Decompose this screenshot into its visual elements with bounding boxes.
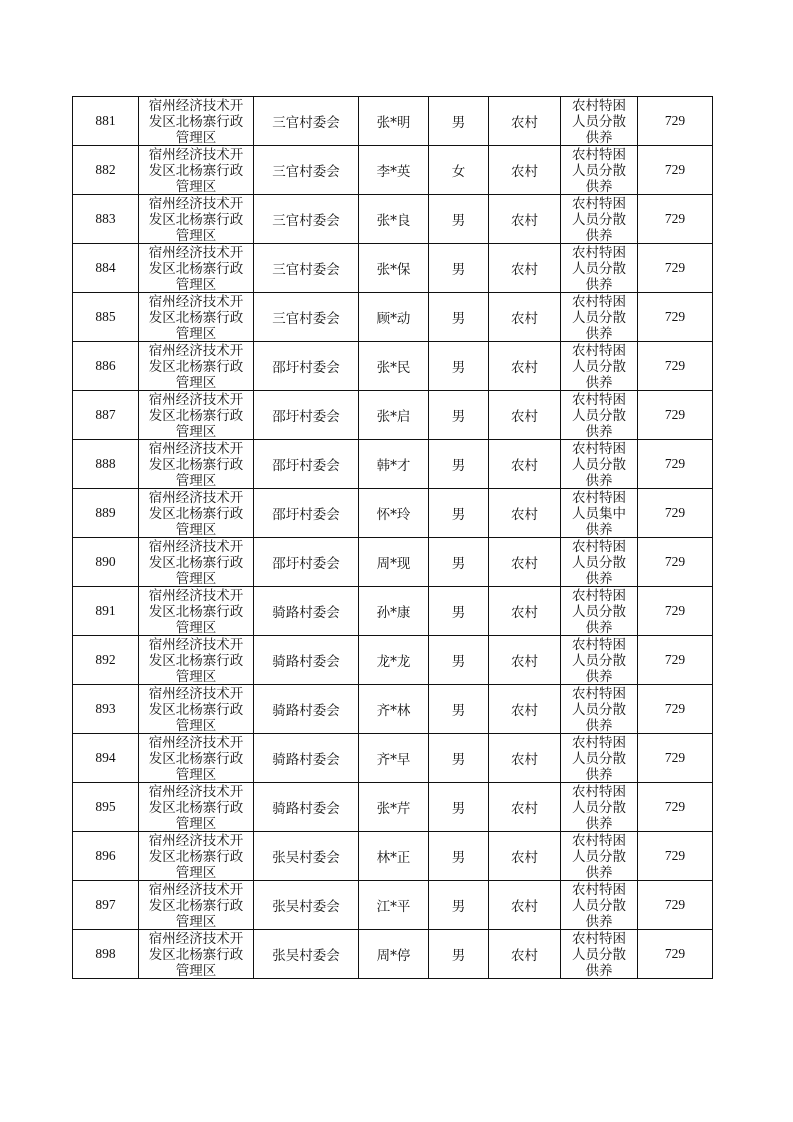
- row-number-cell: 891: [73, 587, 139, 636]
- row-number-cell: 890: [73, 538, 139, 587]
- support-category-cell-line: 供养: [585, 571, 613, 586]
- household-type-cell: 农村: [489, 489, 561, 538]
- area-cell-line: 管理区: [175, 767, 217, 782]
- support-category-cell-line: 供养: [585, 375, 613, 390]
- support-category-cell-line: 供养: [585, 326, 613, 341]
- support-category-cell: [561, 881, 638, 930]
- area-cell-line: 管理区: [175, 522, 217, 537]
- area-cell: [139, 293, 254, 342]
- support-category-cell: [561, 342, 638, 391]
- support-category-cell: [561, 930, 638, 979]
- gender-cell: 男: [429, 881, 489, 930]
- support-category-cell-line: 人员分散: [572, 898, 626, 914]
- amount-cell: 729: [638, 195, 713, 244]
- support-category-cell-line: 人员分散: [572, 800, 626, 816]
- village-cell: 三官村委会: [254, 293, 359, 342]
- area-cell-line: 宿州经济技术开: [148, 833, 244, 849]
- area-cell-line: 管理区: [175, 326, 217, 341]
- support-category-cell-line: 农村特困: [572, 196, 626, 212]
- support-category-cell-line: 人员分散: [572, 261, 626, 277]
- support-category-cell: [561, 195, 638, 244]
- gender-cell: 男: [429, 489, 489, 538]
- area-cell-line: 管理区: [175, 718, 217, 733]
- area-cell-line: 管理区: [175, 816, 217, 831]
- village-cell: 骑路村委会: [254, 636, 359, 685]
- gender-cell: 男: [429, 440, 489, 489]
- area-cell-line: 宿州经济技术开: [148, 98, 244, 114]
- support-category-cell: [561, 391, 638, 440]
- area-cell: [139, 930, 254, 979]
- person-name-cell: 张*民: [359, 342, 429, 391]
- village-cell: 三官村委会: [254, 244, 359, 293]
- support-category-cell-line: 农村特困: [572, 392, 626, 408]
- support-category-cell-line: 农村特困: [572, 245, 626, 261]
- village-cell: 邵圩村委会: [254, 538, 359, 587]
- support-category-cell-line: 供养: [585, 816, 613, 831]
- area-cell: [139, 881, 254, 930]
- support-category-cell-line: 供养: [585, 669, 613, 684]
- row-number-cell: 885: [73, 293, 139, 342]
- area-cell-line: 宿州经济技术开: [148, 490, 244, 506]
- person-name-cell: 孙*康: [359, 587, 429, 636]
- table-row: [73, 538, 713, 587]
- support-category-cell-line: 人员分散: [572, 555, 626, 571]
- support-category-cell-line: 农村特困: [572, 147, 626, 163]
- row-number-cell: 886: [73, 342, 139, 391]
- support-category-cell: [561, 489, 638, 538]
- household-type-cell: 农村: [489, 881, 561, 930]
- gender-cell: 男: [429, 783, 489, 832]
- area-cell: [139, 440, 254, 489]
- area-cell-line: 管理区: [175, 130, 217, 145]
- area-cell-line: 发区北杨寨行政: [148, 800, 244, 816]
- area-cell-line: 宿州经济技术开: [148, 441, 244, 457]
- amount-cell: 729: [638, 832, 713, 881]
- village-cell: 骑路村委会: [254, 783, 359, 832]
- area-cell-line: 发区北杨寨行政: [148, 653, 244, 669]
- area-cell: [139, 783, 254, 832]
- support-category-cell-line: 农村特困: [572, 931, 626, 947]
- person-name-cell: 周*停: [359, 930, 429, 979]
- area-cell-line: 发区北杨寨行政: [148, 751, 244, 767]
- area-cell-line: 宿州经济技术开: [148, 539, 244, 555]
- gender-cell: 男: [429, 342, 489, 391]
- gender-cell: 男: [429, 832, 489, 881]
- area-cell-line: 发区北杨寨行政: [148, 898, 244, 914]
- area-cell-line: 发区北杨寨行政: [148, 457, 244, 473]
- support-category-cell-line: 供养: [585, 522, 613, 537]
- table-row: [73, 832, 713, 881]
- gender-cell: 男: [429, 930, 489, 979]
- household-type-cell: 农村: [489, 391, 561, 440]
- household-type-cell: 农村: [489, 244, 561, 293]
- table-body: [73, 97, 713, 979]
- area-cell: [139, 832, 254, 881]
- amount-cell: 729: [638, 783, 713, 832]
- area-cell-line: 宿州经济技术开: [148, 196, 244, 212]
- village-cell: 邵圩村委会: [254, 440, 359, 489]
- support-category-cell-line: 农村特困: [572, 784, 626, 800]
- row-number-cell: 892: [73, 636, 139, 685]
- area-cell-line: 宿州经济技术开: [148, 343, 244, 359]
- table-row: [73, 342, 713, 391]
- area-cell-line: 发区北杨寨行政: [148, 310, 244, 326]
- row-number-cell: 883: [73, 195, 139, 244]
- area-cell-line: 发区北杨寨行政: [148, 163, 244, 179]
- table-row: [73, 881, 713, 930]
- support-category-cell-line: 农村特困: [572, 294, 626, 310]
- village-cell: 张吴村委会: [254, 930, 359, 979]
- household-type-cell: 农村: [489, 636, 561, 685]
- area-cell-line: 发区北杨寨行政: [148, 506, 244, 522]
- area-cell-line: 管理区: [175, 473, 217, 488]
- area-cell: [139, 195, 254, 244]
- row-number-cell: 882: [73, 146, 139, 195]
- support-category-cell-line: 人员分散: [572, 408, 626, 424]
- gender-cell: 男: [429, 636, 489, 685]
- support-category-cell-line: 人员分散: [572, 653, 626, 669]
- area-cell-line: 宿州经济技术开: [148, 147, 244, 163]
- amount-cell: 729: [638, 636, 713, 685]
- amount-cell: 729: [638, 293, 713, 342]
- gender-cell: 男: [429, 538, 489, 587]
- amount-cell: 729: [638, 440, 713, 489]
- area-cell: [139, 342, 254, 391]
- table-row: [73, 734, 713, 783]
- area-cell: [139, 538, 254, 587]
- amount-cell: 729: [638, 342, 713, 391]
- area-cell-line: 管理区: [175, 571, 217, 586]
- row-number-cell: 887: [73, 391, 139, 440]
- table-row: [73, 97, 713, 146]
- support-category-cell-line: 农村特困: [572, 441, 626, 457]
- support-category-cell-line: 农村特困: [572, 539, 626, 555]
- household-type-cell: 农村: [489, 587, 561, 636]
- support-category-cell-line: 农村特困: [572, 343, 626, 359]
- village-cell: 邵圩村委会: [254, 342, 359, 391]
- area-cell: [139, 587, 254, 636]
- area-cell-line: 宿州经济技术开: [148, 245, 244, 261]
- amount-cell: 729: [638, 734, 713, 783]
- area-cell-line: 发区北杨寨行政: [148, 114, 244, 130]
- area-cell-line: 管理区: [175, 277, 217, 292]
- support-category-cell-line: 农村特困: [572, 490, 626, 506]
- person-name-cell: 江*平: [359, 881, 429, 930]
- amount-cell: 729: [638, 146, 713, 195]
- row-number-cell: 897: [73, 881, 139, 930]
- gender-cell: 男: [429, 587, 489, 636]
- household-type-cell: 农村: [489, 146, 561, 195]
- support-category-cell-line: 人员分散: [572, 849, 626, 865]
- person-name-cell: 齐*早: [359, 734, 429, 783]
- gender-cell: 男: [429, 685, 489, 734]
- amount-cell: 729: [638, 97, 713, 146]
- person-name-cell: 龙*龙: [359, 636, 429, 685]
- area-cell: [139, 97, 254, 146]
- support-category-cell-line: 人员分散: [572, 310, 626, 326]
- amount-cell: 729: [638, 244, 713, 293]
- area-cell-line: 发区北杨寨行政: [148, 555, 244, 571]
- support-category-cell-line: 人员分散: [572, 604, 626, 620]
- village-cell: 张吴村委会: [254, 881, 359, 930]
- gender-cell: 男: [429, 391, 489, 440]
- support-category-cell-line: 农村特困: [572, 686, 626, 702]
- area-cell-line: 宿州经济技术开: [148, 784, 244, 800]
- support-category-cell-line: 供养: [585, 228, 613, 243]
- village-cell: 三官村委会: [254, 97, 359, 146]
- household-type-cell: 农村: [489, 538, 561, 587]
- village-cell: 邵圩村委会: [254, 391, 359, 440]
- village-cell: 张吴村委会: [254, 832, 359, 881]
- amount-cell: 729: [638, 930, 713, 979]
- household-type-cell: 农村: [489, 195, 561, 244]
- area-cell-line: 管理区: [175, 424, 217, 439]
- support-category-cell-line: 人员分散: [572, 359, 626, 375]
- area-cell-line: 宿州经济技术开: [148, 686, 244, 702]
- support-category-cell: [561, 440, 638, 489]
- table-row: [73, 587, 713, 636]
- person-name-cell: 张*启: [359, 391, 429, 440]
- support-category-cell-line: 农村特困: [572, 588, 626, 604]
- table-row: [73, 195, 713, 244]
- support-category-cell-line: 农村特困: [572, 98, 626, 114]
- household-type-cell: 农村: [489, 293, 561, 342]
- table-row: [73, 391, 713, 440]
- table-row: [73, 930, 713, 979]
- area-cell-line: 管理区: [175, 865, 217, 880]
- area-cell-line: 发区北杨寨行政: [148, 212, 244, 228]
- table-row: [73, 293, 713, 342]
- person-name-cell: 齐*林: [359, 685, 429, 734]
- area-cell-line: 发区北杨寨行政: [148, 849, 244, 865]
- row-number-cell: 896: [73, 832, 139, 881]
- person-name-cell: 周*现: [359, 538, 429, 587]
- person-name-cell: 韩*才: [359, 440, 429, 489]
- support-category-cell-line: 农村特困: [572, 637, 626, 653]
- row-number-cell: 889: [73, 489, 139, 538]
- person-name-cell: 张*明: [359, 97, 429, 146]
- area-cell-line: 宿州经济技术开: [148, 392, 244, 408]
- village-cell: 骑路村委会: [254, 587, 359, 636]
- household-type-cell: 农村: [489, 440, 561, 489]
- person-name-cell: 怀*玲: [359, 489, 429, 538]
- area-cell: [139, 244, 254, 293]
- village-cell: 三官村委会: [254, 146, 359, 195]
- support-category-cell-line: 供养: [585, 865, 613, 880]
- row-number-cell: 888: [73, 440, 139, 489]
- support-category-cell: [561, 734, 638, 783]
- gender-cell: 男: [429, 734, 489, 783]
- support-category-cell: [561, 293, 638, 342]
- row-number-cell: 893: [73, 685, 139, 734]
- area-cell-line: 发区北杨寨行政: [148, 702, 244, 718]
- area-cell: [139, 146, 254, 195]
- row-number-cell: 881: [73, 97, 139, 146]
- household-type-cell: 农村: [489, 930, 561, 979]
- amount-cell: 729: [638, 881, 713, 930]
- support-category-cell-line: 人员分散: [572, 163, 626, 179]
- support-category-cell-line: 农村特困: [572, 833, 626, 849]
- area-cell-line: 管理区: [175, 963, 217, 978]
- area-cell-line: 宿州经济技术开: [148, 294, 244, 310]
- support-category-cell: [561, 244, 638, 293]
- household-type-cell: 农村: [489, 342, 561, 391]
- area-cell-line: 宿州经济技术开: [148, 931, 244, 947]
- support-category-cell-line: 农村特困: [572, 735, 626, 751]
- gender-cell: 男: [429, 244, 489, 293]
- area-cell-line: 宿州经济技术开: [148, 735, 244, 751]
- amount-cell: 729: [638, 587, 713, 636]
- area-cell-line: 管理区: [175, 228, 217, 243]
- village-cell: 邵圩村委会: [254, 489, 359, 538]
- row-number-cell: 898: [73, 930, 139, 979]
- table-row: [73, 244, 713, 293]
- village-cell: 三官村委会: [254, 195, 359, 244]
- household-type-cell: 农村: [489, 832, 561, 881]
- support-category-cell-line: 供养: [585, 767, 613, 782]
- area-cell-line: 宿州经济技术开: [148, 882, 244, 898]
- support-category-cell: [561, 587, 638, 636]
- row-number-cell: 894: [73, 734, 139, 783]
- table-row: [73, 146, 713, 195]
- table-row: [73, 783, 713, 832]
- support-category-cell-line: 供养: [585, 620, 613, 635]
- gender-cell: 男: [429, 293, 489, 342]
- support-category-cell-line: 人员分散: [572, 114, 626, 130]
- support-category-cell: [561, 636, 638, 685]
- village-cell: 骑路村委会: [254, 685, 359, 734]
- support-category-cell-line: 人员分散: [572, 947, 626, 963]
- support-category-cell-line: 供养: [585, 914, 613, 929]
- table-row: [73, 440, 713, 489]
- area-cell-line: 管理区: [175, 669, 217, 684]
- table-row: [73, 685, 713, 734]
- person-name-cell: 张*保: [359, 244, 429, 293]
- household-type-cell: 农村: [489, 734, 561, 783]
- support-category-cell-line: 供养: [585, 473, 613, 488]
- row-number-cell: 884: [73, 244, 139, 293]
- area-cell-line: 发区北杨寨行政: [148, 947, 244, 963]
- person-name-cell: 李*英: [359, 146, 429, 195]
- support-category-cell: [561, 832, 638, 881]
- support-category-cell-line: 供养: [585, 277, 613, 292]
- support-category-cell: [561, 685, 638, 734]
- support-category-cell-line: 供养: [585, 130, 613, 145]
- amount-cell: 729: [638, 538, 713, 587]
- area-cell: [139, 636, 254, 685]
- area-cell-line: 发区北杨寨行政: [148, 261, 244, 277]
- support-category-cell-line: 供养: [585, 424, 613, 439]
- area-cell: [139, 391, 254, 440]
- amount-cell: 729: [638, 489, 713, 538]
- gender-cell: 男: [429, 195, 489, 244]
- support-category-cell-line: 农村特困: [572, 882, 626, 898]
- support-category-cell-line: 供养: [585, 179, 613, 194]
- area-cell-line: 发区北杨寨行政: [148, 359, 244, 375]
- support-category-cell-line: 人员分散: [572, 212, 626, 228]
- village-cell: 骑路村委会: [254, 734, 359, 783]
- support-category-cell: [561, 146, 638, 195]
- table-row: [73, 489, 713, 538]
- person-name-cell: 张*良: [359, 195, 429, 244]
- person-name-cell: 顾*动: [359, 293, 429, 342]
- support-category-cell: [561, 538, 638, 587]
- gender-cell: 男: [429, 97, 489, 146]
- person-name-cell: 林*正: [359, 832, 429, 881]
- roster-table: [72, 96, 713, 979]
- area-cell-line: 管理区: [175, 620, 217, 635]
- area-cell-line: 发区北杨寨行政: [148, 408, 244, 424]
- support-category-cell-line: 人员分散: [572, 702, 626, 718]
- support-category-cell-line: 人员分散: [572, 457, 626, 473]
- household-type-cell: 农村: [489, 97, 561, 146]
- support-category-cell-line: 人员集中: [572, 506, 626, 522]
- amount-cell: 729: [638, 685, 713, 734]
- support-category-cell: [561, 783, 638, 832]
- area-cell-line: 发区北杨寨行政: [148, 604, 244, 620]
- area-cell: [139, 734, 254, 783]
- person-name-cell: 张*芹: [359, 783, 429, 832]
- area-cell-line: 管理区: [175, 375, 217, 390]
- support-category-cell-line: 人员分散: [572, 751, 626, 767]
- gender-cell: 女: [429, 146, 489, 195]
- area-cell-line: 管理区: [175, 914, 217, 929]
- row-number-cell: 895: [73, 783, 139, 832]
- support-category-cell: [561, 97, 638, 146]
- support-category-cell-line: 供养: [585, 963, 613, 978]
- amount-cell: 729: [638, 391, 713, 440]
- area-cell-line: 管理区: [175, 179, 217, 194]
- area-cell-line: 宿州经济技术开: [148, 637, 244, 653]
- household-type-cell: 农村: [489, 685, 561, 734]
- area-cell: [139, 489, 254, 538]
- area-cell-line: 宿州经济技术开: [148, 588, 244, 604]
- area-cell: [139, 685, 254, 734]
- household-type-cell: 农村: [489, 783, 561, 832]
- table-row: [73, 636, 713, 685]
- support-category-cell-line: 供养: [585, 718, 613, 733]
